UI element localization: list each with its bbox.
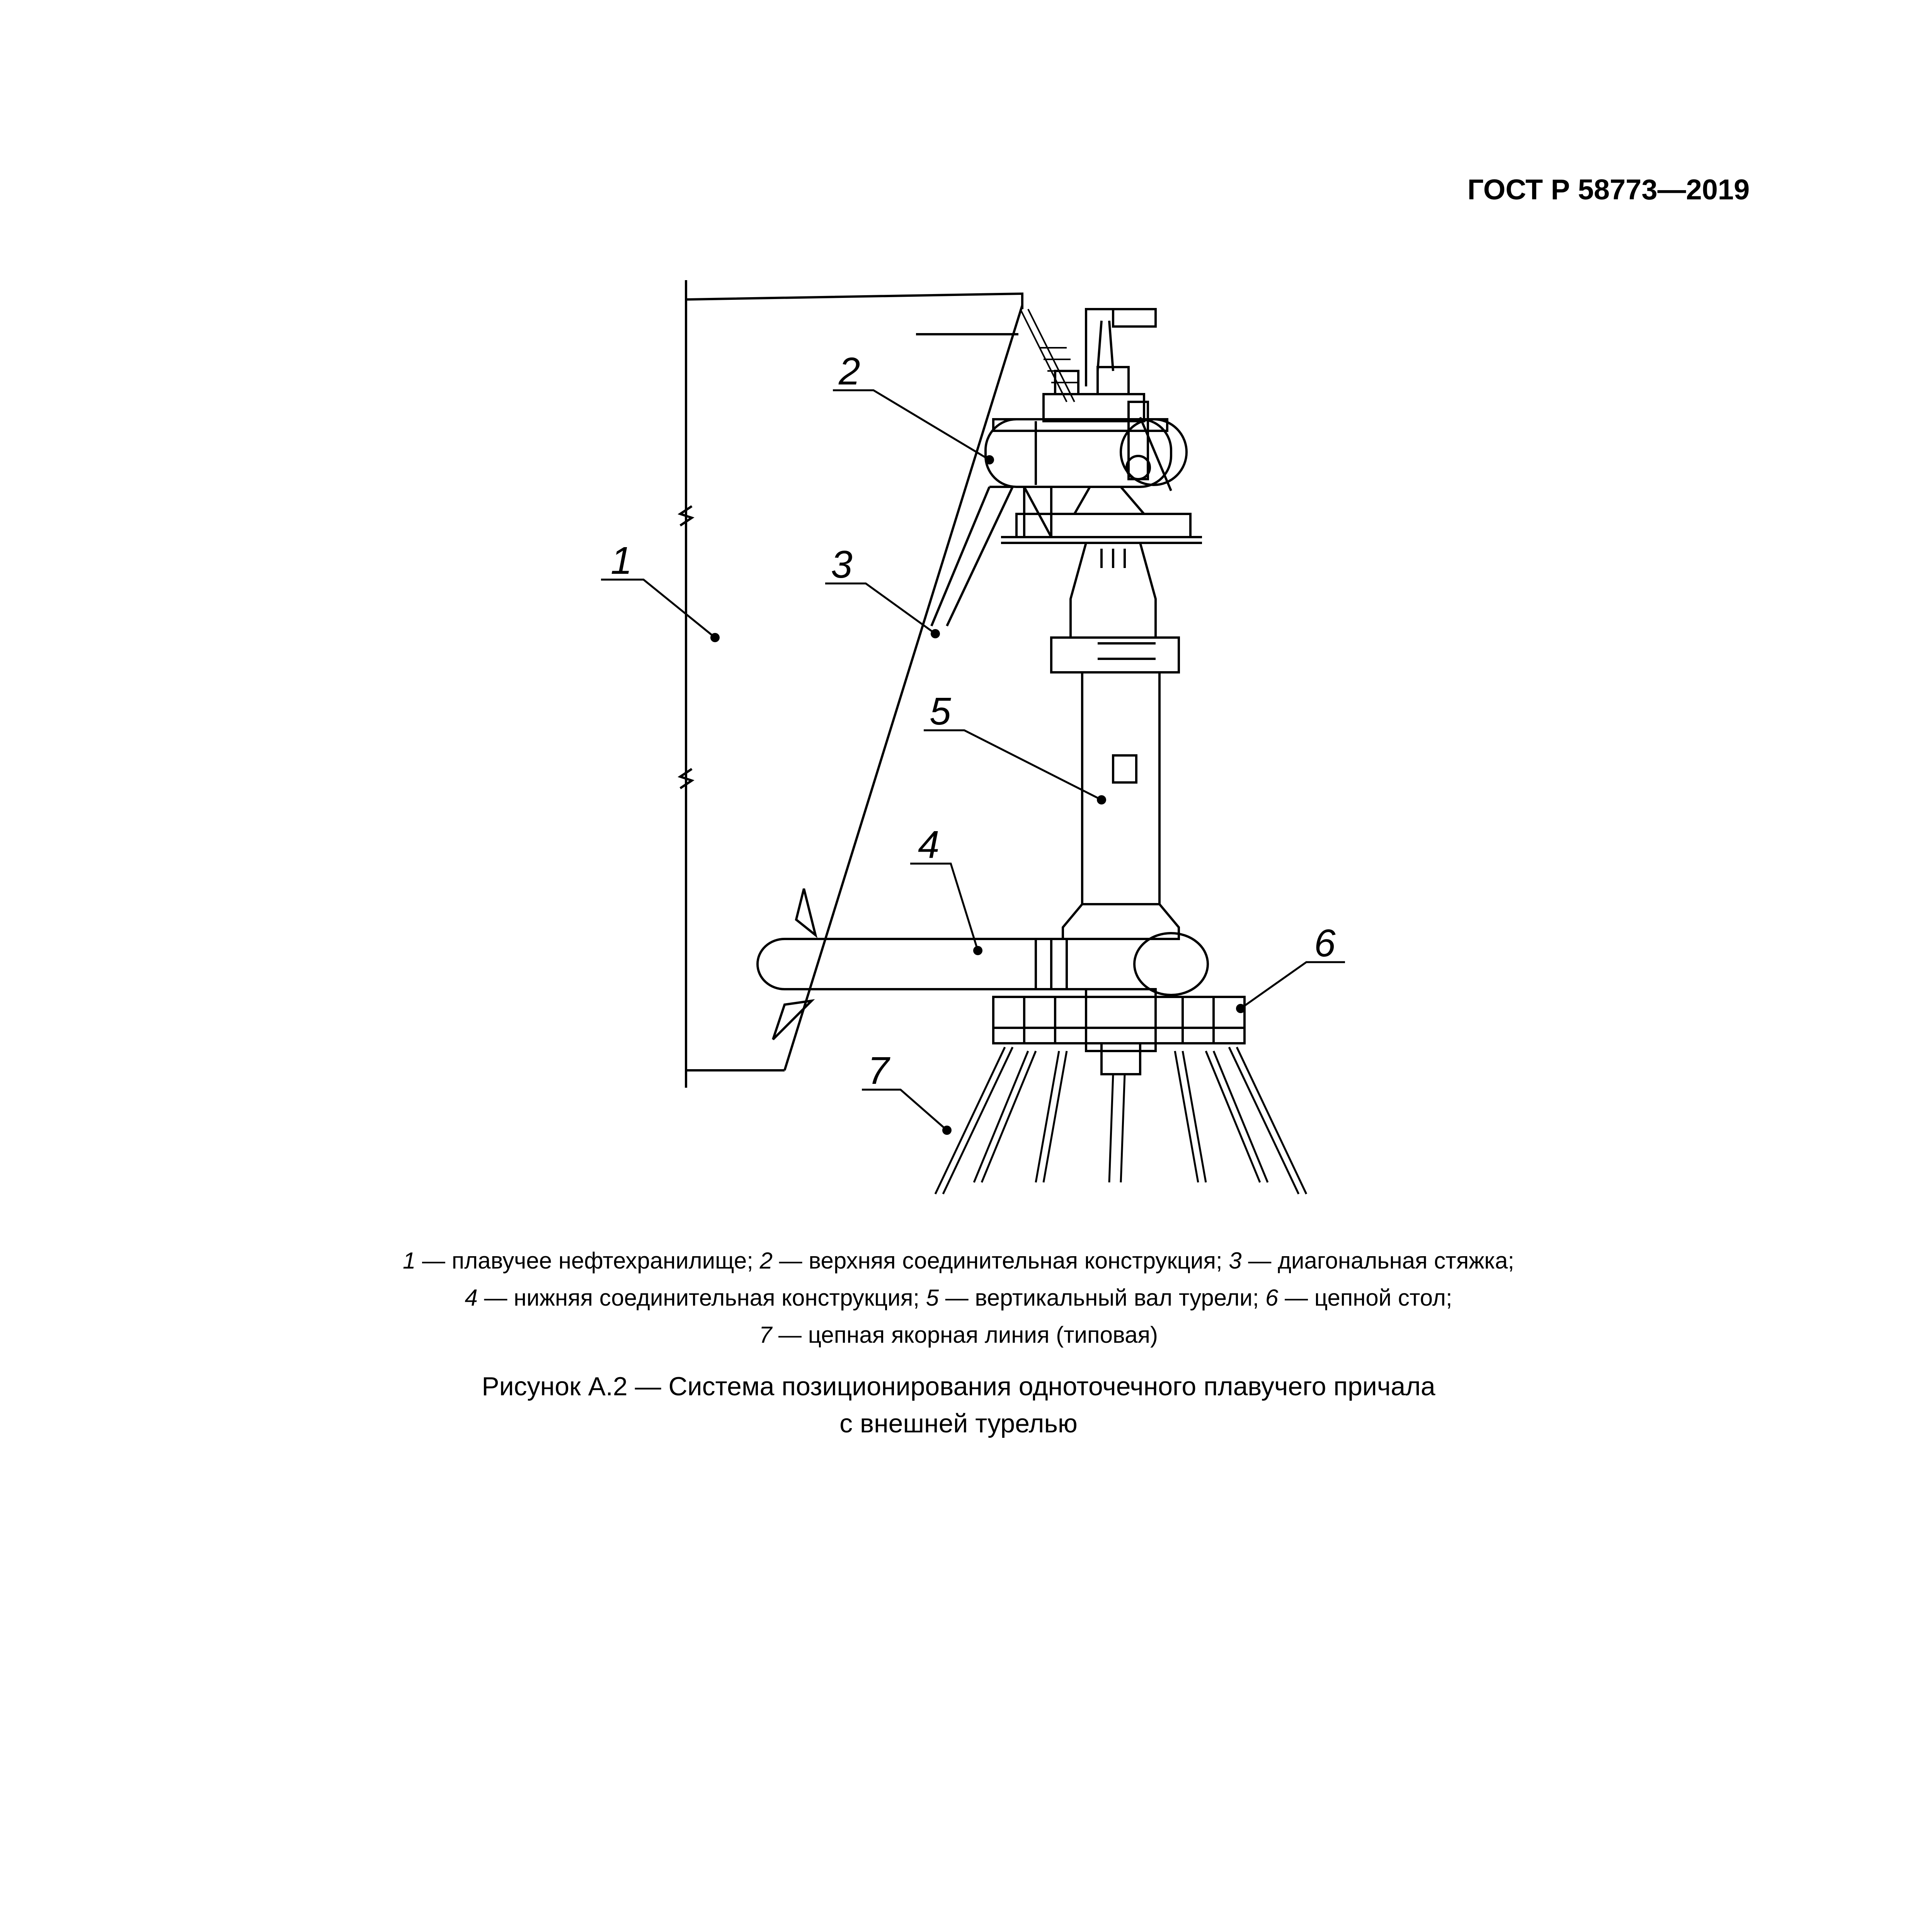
callout-4: 4 xyxy=(918,823,940,866)
legend-text: — цепная якорная линия (типовая) xyxy=(772,1322,1158,1348)
legend-num: 7 xyxy=(759,1322,772,1348)
caption-line-2: с внешней турелью xyxy=(839,1409,1078,1438)
callout-dots xyxy=(710,455,1245,1135)
turret-shaft xyxy=(1051,543,1179,939)
legend-num: 2 xyxy=(759,1248,773,1274)
document-code: ГОСТ Р 58773—2019 xyxy=(1467,173,1750,206)
chain-4 xyxy=(1109,1074,1125,1182)
legend-num: 1 xyxy=(403,1248,416,1274)
chain-3 xyxy=(1036,1051,1067,1182)
hull-outline xyxy=(680,280,1078,1088)
callout-5: 5 xyxy=(930,690,951,733)
legend-num: 5 xyxy=(926,1285,939,1311)
turret-platform xyxy=(1001,487,1202,568)
legend-num: 4 xyxy=(465,1285,478,1311)
chain-7 xyxy=(1229,1047,1306,1194)
legend-line-2 xyxy=(0,1279,1917,1316)
figure-legend xyxy=(0,1242,1917,1354)
chain-2 xyxy=(974,1051,1036,1182)
upper-connection xyxy=(986,309,1187,491)
chain-1 xyxy=(935,1047,1013,1194)
callout-7: 7 xyxy=(868,1049,889,1092)
legend-text: — диагональная стяжка; xyxy=(1241,1248,1514,1274)
callout-1: 1 xyxy=(611,539,632,582)
legend-line-3 xyxy=(0,1316,1917,1354)
legend-text: — цепной стол; xyxy=(1278,1285,1452,1311)
chain-5 xyxy=(1175,1051,1206,1182)
legend-text: — плавучее нефтехранилище; xyxy=(415,1248,753,1274)
figure-caption xyxy=(0,1368,1917,1442)
callout-3: 3 xyxy=(831,543,853,586)
anchor-chains xyxy=(935,1047,1306,1194)
chain-6 xyxy=(1206,1051,1268,1182)
legend-text: — вертикальный вал турели; xyxy=(939,1285,1259,1311)
callout-6: 6 xyxy=(1314,922,1336,965)
legend-num: 3 xyxy=(1229,1248,1242,1274)
caption-line-1: Рисунок А.2 — Система позиционирования одноточечного плавучего причала xyxy=(482,1372,1435,1401)
legend-text: — нижняя соединительная конструкция; xyxy=(477,1285,920,1311)
legend-line-1 xyxy=(0,1242,1917,1279)
legend-num: 6 xyxy=(1265,1285,1279,1311)
callout-2: 2 xyxy=(839,350,860,393)
callout-leaders xyxy=(601,390,1345,1130)
legend-text: — верхняя соединительная конструкция; xyxy=(772,1248,1222,1274)
